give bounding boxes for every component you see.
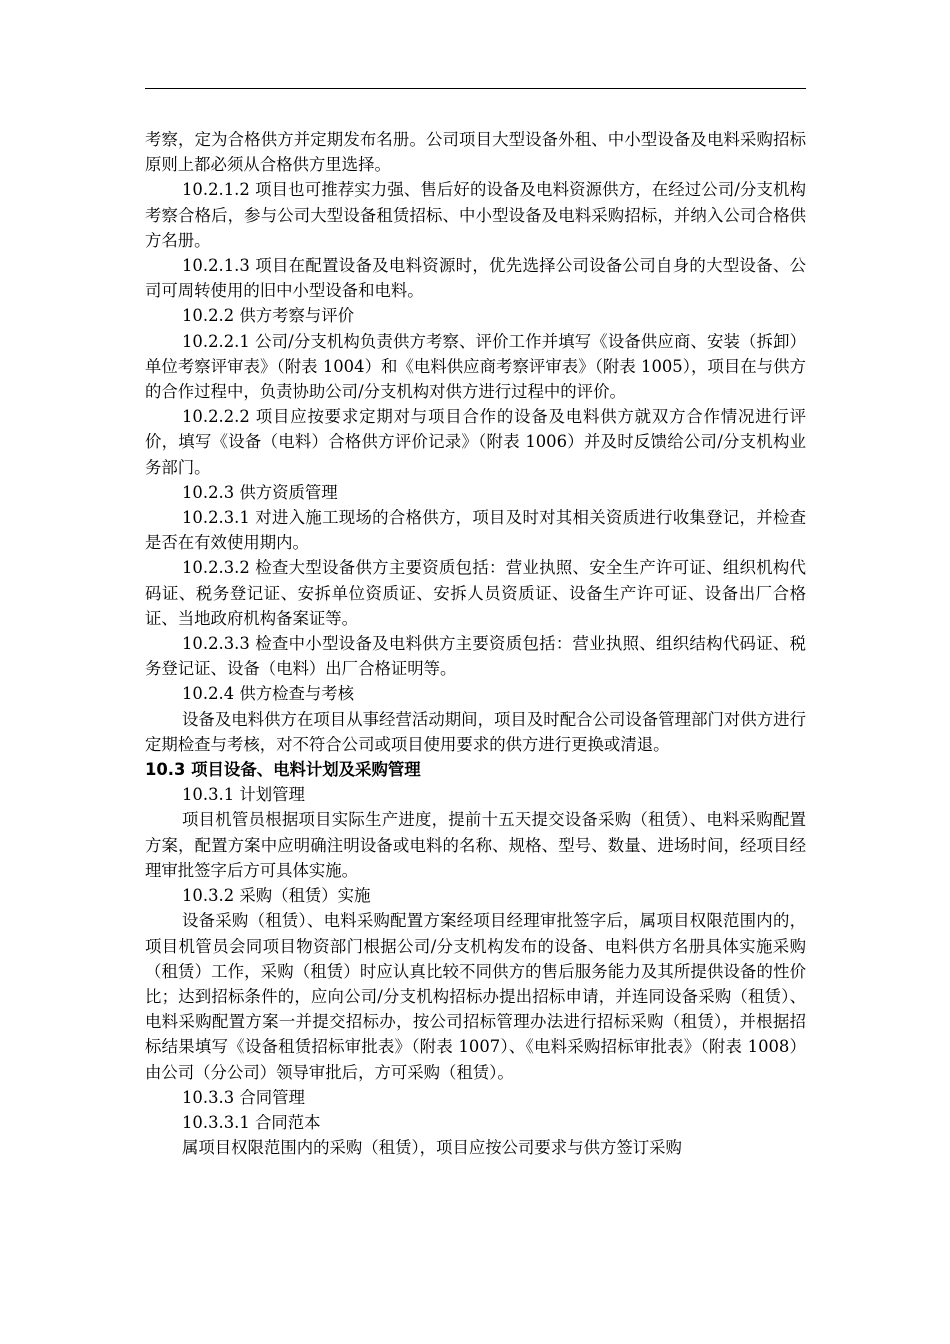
- clause-10-2-2-1: 10.2.2.1 公司/分支机构负责供方考察、评价工作并填写《设备供应商、安装（拆卸）单位考察评审表》（附表 1004）和《电料供应商考察评审表》（附表 1005），项目在与供方的合作过程中，负责协助公司/分支机构对供方进行过程中的评价。: [145, 331, 806, 402]
- heading-10-3-3-1: 10.3.3.1 合同范本: [182, 1112, 321, 1132]
- clause-10-2-1-3: 10.2.1.3 项目在配置设备及电料资源时，优先选择公司设备公司自身的大型设备、公司可周转使用的旧中小型设备和电料。: [145, 256, 806, 301]
- paragraph-10-3-1-body: 项目机管员根据项目实际生产进度，提前十五天提交设备采购（租赁）、电料采购配置方案，配置方案中应明确注明设备或电料的名称、规格、型号、数量、进场时间，经项目经理审批签字后方可具体实施。: [145, 810, 806, 880]
- clause-10-2-3-1: 10.2.3.1 对进入施工现场的合格供方，项目及时对其相关资质进行收集登记，并检查是否在有效使用期内。: [145, 508, 806, 553]
- document-body: [145, 127, 806, 1160]
- heading-10-3-3: 10.3.3 合同管理: [182, 1087, 305, 1107]
- clause-10-2-3-2: 10.2.3.2 检查大型设备供方主要资质包括：营业执照、安全生产许可证、组织机构代码证、税务登记证、安拆单位资质证、安拆人员资质证、设备生产许可证、设备出厂合格证、当地政府机构备案证等。: [145, 558, 806, 628]
- header-rule: [145, 88, 806, 89]
- paragraph-10-2-4-body: 设备及电料供方在项目从事经营活动期间，项目及时配合公司设备管理部门对供方进行定期检查与考核，对不符合公司或项目使用要求的供方进行更换或清退。: [145, 709, 806, 754]
- heading-10-2-4: 10.2.4 供方检查与考核: [182, 684, 355, 704]
- paragraph-10-3-2-body: 设备采购（租赁）、电料采购配置方案经项目经理审批签字后，属项目权限范围内的，项目机管员会同项目物资部门根据公司/分支机构发布的设备、电料供方名册具体实施采购（租赁）工作，采购（租赁）时应认真比较不同供方的售后服务能力及其所提供设备的性价比；达到招标条件的，应向公司/分支机构招标办提出招标申请，并连同设备采购（租赁）、电料采购配置方案一并提交招标办，按公司招标管理办法进行招标采购（租赁），并根据招标结果填写《设备租赁招标审批表》（附表 1007）、《电料采购招标审批表》（附表 1008）由公司（分公司）领导审批后，方可采购（租赁）。: [145, 911, 806, 1082]
- clause-10-2-1-2: 10.2.1.2 项目也可推荐实力强、售后好的设备及电料资源供方，在经过公司/分支机构考察合格后，参与公司大型设备租赁招标、中小型设备及电料采购招标，并纳入公司合格供方名册。: [145, 180, 806, 250]
- paragraph-10-3-3-1-body: 属项目权限范围内的采购（租赁），项目应按公司要求与供方签订采购: [182, 1138, 682, 1158]
- heading-10-2-3: 10.2.3 供方资质管理: [182, 482, 338, 502]
- clause-10-2-2-2: 10.2.2.2 项目应按要求定期对与项目合作的设备及电料供方就双方合作情况进行评价，填写《设备（电料）合格供方评价记录》（附表 1006）并及时反馈给公司/分支机构业务部门。: [145, 407, 806, 477]
- heading-10-2-2: 10.2.2 供方考察与评价: [182, 306, 355, 326]
- clause-10-2-3-3: 10.2.3.3 检查中小型设备及电料供方主要资质包括：营业执照、组织结构代码证、税务登记证、设备（电料）出厂合格证明等。: [145, 634, 806, 679]
- paragraph-continuation: 考察，定为合格供方并定期发布名册。公司项目大型设备外租、中小型设备及电料采购招标原则上都必须从合格供方里选择。: [145, 130, 806, 175]
- heading-10-3-1: 10.3.1 计划管理: [182, 785, 305, 805]
- section-heading-10-3: 10.3 项目设备、电料计划及采购管理: [145, 760, 421, 780]
- heading-10-3-2: 10.3.2 采购（租赁）实施: [182, 886, 371, 906]
